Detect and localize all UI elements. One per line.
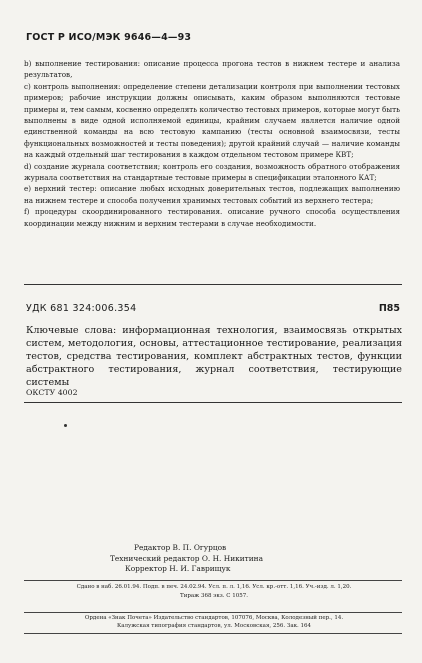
keywords-text: Ключевые слова: информационная технология, взаимосвязь открытых систем, методология, основы, аттестационное тестирование, реализация тестов, средства тестирования, комплект абстрактных тестов, функции абстрактного тестирования, журнал соответствия, тестирующие системы [26, 325, 402, 388]
stray-mark [64, 424, 67, 427]
editor-line: Редактор В. П. Огурцов [134, 543, 227, 552]
publication-info [24, 583, 404, 600]
okstu-code: ОКСТУ 4002 [26, 388, 78, 397]
printer-line-2: Калужская типография стандартов, ул. Московская, 256. Зак. 164 [116, 623, 312, 630]
editors-block [110, 543, 370, 575]
divider-bottom [24, 633, 402, 634]
divider-publication [24, 580, 402, 581]
divider-middle [24, 402, 402, 403]
udk-code: П85 [378, 303, 400, 314]
tech-editor-line: Технический редактор О. Н. Никитина [110, 553, 264, 563]
divider-order [24, 612, 402, 613]
paragraph-b: b) выполнение тестирования: описание процесса прогона тестов в нижнем тестере и анализа результатов, [24, 59, 400, 80]
publication-line-1: Сдано в наб. 26.01.94. Подп. в печ. 24.02.94. Усл. п. л. 1,16. Усл. кр.-отт. 1,16. Уч.-изд. л. 1,20. [76, 584, 352, 590]
paragraph-c: c) контроль выполнения: определение степени детализации контроля при выполнении тестовых примеров; рабочие инструкции должны описывать, каким образом выполняются тестовые примеры и, тем самым, косвенно определять количество тестовых примеров, которые могут быть выполнены в виде одной исполняемой единицы, крайним случаем является наличие одной единственной команды на всю тестовую кампанию (тесты основной взаимосвязи, тесты функциональных возможностей и тесты поведения); другой крайний случай — наличие команды на каждый отдельный шаг тестирования в каждом отдельном тестовом примере КВТ; [24, 81, 400, 160]
divider-top [24, 284, 402, 285]
udk-label: УДК 681 324:006.354 [26, 303, 137, 314]
body-text [24, 58, 400, 229]
paragraph-d: d) создание журнала соответствия; контроль его создания, возможность обратного отображения журнала соответствия на стандартные тестовые примеры в спецификации эталонного КАТ; [24, 161, 400, 183]
publication-line-2: Тираж 368 экз. С 1057. [180, 592, 248, 599]
paragraph-f: f) процедуры скоординированного тестирования. описание ручного способа осуществления координации между нижним и верхним тестерами в случае необходимости. [24, 207, 400, 228]
document-header: ГОСТ Р ИСО/МЭК 9646—4—93 [26, 32, 192, 43]
printer-info [24, 614, 404, 631]
corrector-line: Корректор Н. И. Гаврищук [125, 564, 231, 573]
paragraph-e: e) верхний тестер: описание любых исходных доверительных тестов, подлежащих выполнению на нижнем тестере и способа получения хранимых тестовых событий из верхнего тестера; [24, 184, 400, 205]
printer-line-1: Ордена «Знак Почета» Издательство стандартов, 107076, Москва, Колодезный пер., 14. [84, 615, 344, 621]
